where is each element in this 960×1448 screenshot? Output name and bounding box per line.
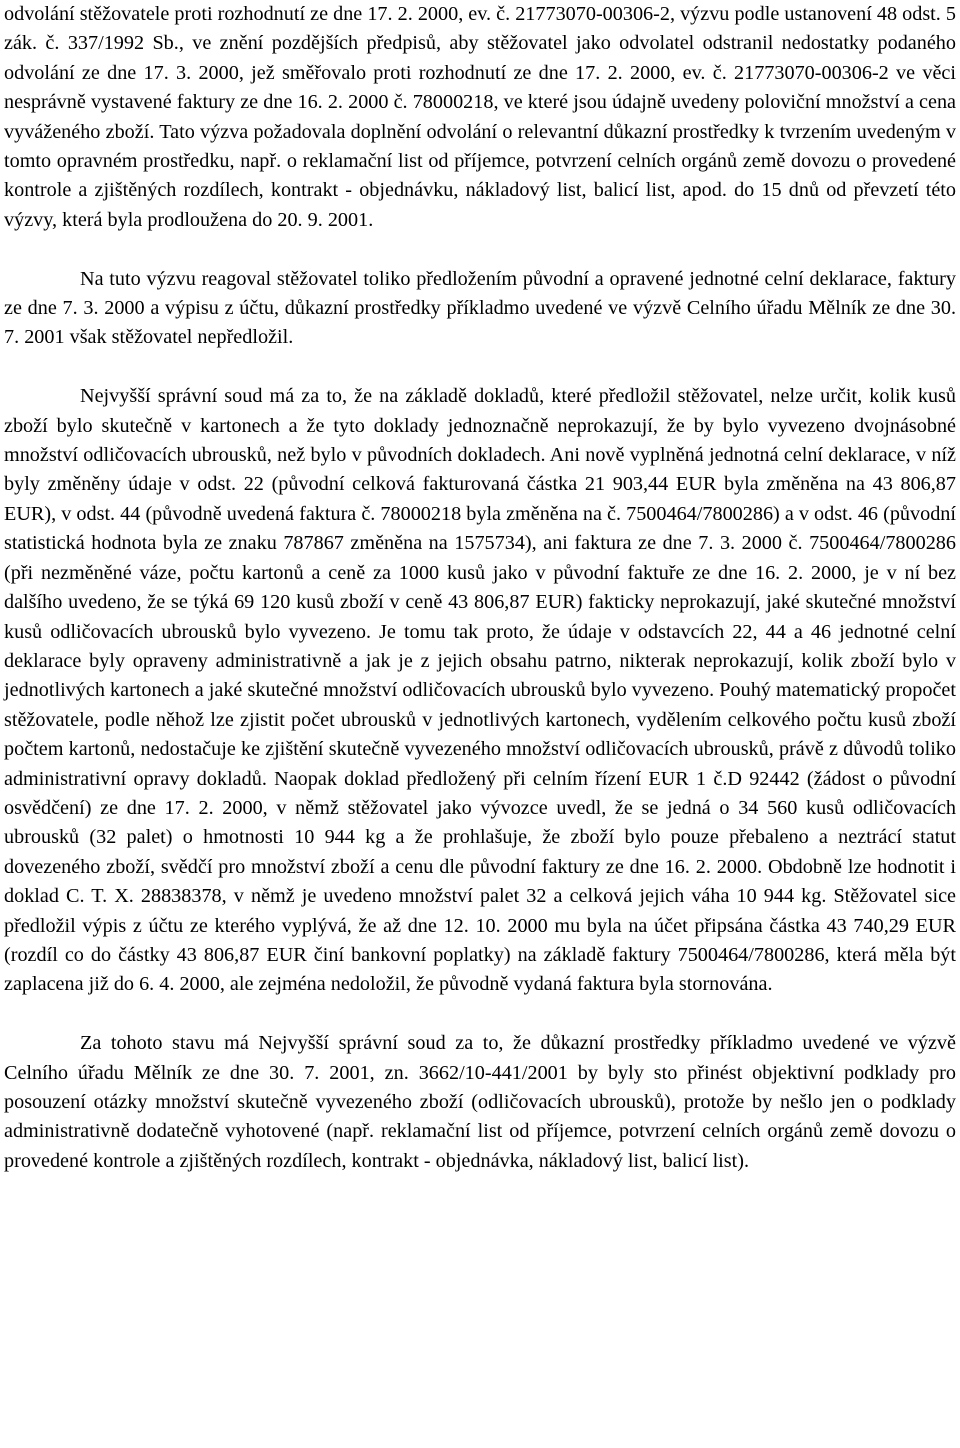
paragraph-2: Na tuto výzvu reagoval stěžovatel toliko předložením původní a opravené jednotné celní deklarace, faktury ze dne 7. 3. 2000 a výpisu z účtu, důkazní prostředky příkladmo uvedené ve výzvě Celního úřadu Mělník ze dne 30. 7. 2001 však stěžovatel nepředložil. — [4, 267, 956, 349]
paragraph-1: odvolání stěžovatele proti rozhodnutí ze dne 17. 2. 2000, ev. č. 21773070-00306-2, výzvu podle ustanovení 48 odst. 5 zák. č. 337/1992 Sb., ve znění pozdějších předpisů, aby stěžovatel jako odvolatel odstranil nedostatky podaného odvolání ze dne 17. 3. 2000, jež směřovalo proti rozhodnutí ze dne 17. 2. 2000, ev. č. 21773070-00306-2 ve věci nesprávně vystavené faktury ze dne 16. 2. 2000 č. 78000218, ve které jsou údajně uvedeny poloviční množství a cena vyváženého zboží. Tato výzva požadovala doplnění odvolání o relevantní důkazní prostředky k tvrzením uvedeným v tomto opravném prostředku, např. o reklamační list od příjemce, potvrzení celních orgánů země dovozu o provedené kontrole a zjištěných rozdílech, kontrakt - objednávku, nákladový list, balicí list, apod. do 15 dnů od převzetí této výzvy, která byla prodloužena do 20. 9. 2001. — [4, 3, 956, 231]
paragraph-4: Za tohoto stavu má Nejvyšší správní soud za to, že důkazní prostředky příkladmo uvedené ve výzvě Celního úřadu Mělník ze dne 30. 7. 2001, zn. 3662/10-441/2001 by byly sto přinést objektivní podklady pro posouzení otázky množství skutečně vyvezeného zboží (odličovacích ubrousků), protože by nešlo jen o podklady administrativně dodatečně vyhotovené (např. reklamační list od příjemce, potvrzení celních orgánů země dovozu o provedené kontrole a zjištěných rozdílech, kontrakt - objednávka, nákladový list, balicí list). — [4, 1032, 956, 1172]
paragraph-3: Nejvyšší správní soud má za to, že na základě dokladů, které předložil stěžovatel, nelze určit, kolik kusů zboží bylo skutečně v kartonech a že tyto doklady jednoznačně neprokazují, že by bylo vyvezeno dvojnásobné množství odličovacích ubrousků, než bylo v původních dokladech. Ani nově vyplněná jednotná celní deklarace, v níž byly změněny údaje v odst. 22 (původní celková fakturovaná částka 21 903,44 EUR byla změněna na 43 806,87 EUR), v odst. 44 (původně uvedená faktura č. 78000218 byla změněna na č. 7500464/7800286) a v odst. 46 (původní statistická hodnota byla ze znaku 787867 změněna na 1575734), ani faktura ze dne 7. 3. 2000 č. 7500464/7800286 (při nezměněné váze, počtu kartonů a ceně za 1000 kusů jako v původní faktuře ze dne 16. 2. 2000, je v ní bez dalšího uvedeno, že se týká 69 120 kusů zboží v ceně 43 806,87 EUR) fakticky neprokazují, jaké skutečné množství kusů odličovacích ubrousků bylo vyvezeno. Je tomu tak proto, že údaje v odstavcích 22, 44 a 46 jednotné celní deklarace byly opraveny administrativně a jak je z jejich obsahu patrno, nikterak neprokazují, kolik zboží bylo v jednotlivých kartonech a jaké skutečné množství odličovacích ubrousků bylo vyvezeno. Pouhý matematický propočet stěžovatele, podle něhož lze zjistit počet ubrousků v jednotlivých kartonech, vydělením celkového počtu kusů zboží počtem kartonů, nedostačuje ke zjištění skutečně vyvezeného množství odličovacích ubrousků, právě z důvodů toliko administrativní opravy dokladů. Naopak doklad předložený při celním řízení EUR 1 č.D 92442 (žádost o původní osvědčení) ze dne 17. 2. 2000, v němž stěžovatel jako vývozce uvedl, že se jedná o 34 560 kusů odličovacích ubrousků (32 palet) o hmotnosti 10 944 kg a že prohlašuje, že zboží bylo pouze přebaleno a neztrácí statut dovezeného zboží, svědčí pro množství zboží a cenu dle původní faktury ze dne 16. 2. 2000. Obdobně lze hodnotit i doklad C. T. X. 28838378, v němž je uvedeno množství palet 32 a celková jejich váha 10 944 kg. Stěžovatel sice předložil výpis z účtu ze kterého vyplývá, že až dne 12. 10. 2000 mu byla na účet připsána částka 43 740,29 EUR (rozdíl co do částky 43 806,87 EUR činí bankovní poplatky) na základě faktury 7500464/7800286, která měla být zaplacena již do 6. 4. 2000, ale zejména nedoložil, že původně vydaná faktura byla stornována. — [4, 385, 956, 996]
